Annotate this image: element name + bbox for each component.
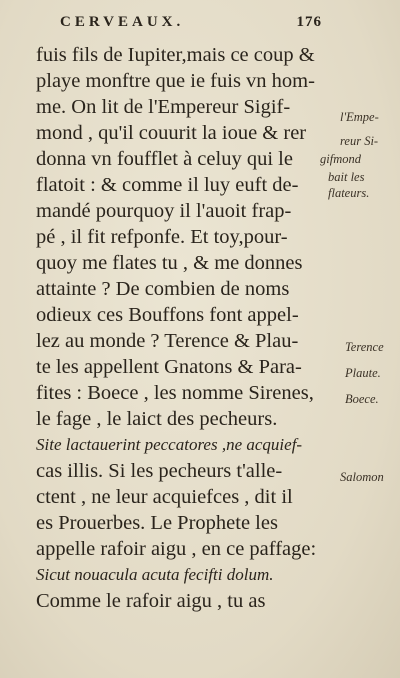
running-head: CERVEAUX. bbox=[60, 14, 185, 30]
text-line: playe monftre que ie fuis vn hom- bbox=[36, 70, 315, 92]
margin-note: flateurs. bbox=[328, 186, 370, 200]
margin-note: Terence bbox=[345, 340, 384, 354]
text-line: attainte ? De combien de noms bbox=[36, 278, 290, 300]
text-line: cas illis. Si les pecheurs t'alle- bbox=[36, 460, 283, 482]
text-line: mandé pourquoy il l'auoit frap- bbox=[36, 200, 292, 222]
text-line: appelle rafoir aigu , en ce paffage: bbox=[36, 538, 317, 560]
text-line: te les appellent Gnatons & Para- bbox=[36, 356, 302, 378]
margin-note: bait les bbox=[328, 170, 365, 184]
page-header bbox=[60, 14, 360, 36]
text-line: Comme le rafoir aigu , tu as bbox=[36, 590, 266, 612]
text-line: me. On lit de l'Empereur Sigif- bbox=[36, 96, 291, 118]
text-line: flatoit : & comme il luy euft de- bbox=[36, 174, 299, 196]
text-line: ctent , ne leur acquiefces , dit il bbox=[36, 486, 293, 508]
margin-note: reur Si- bbox=[340, 134, 379, 148]
text-line-italic: Site lactauerint peccatores ,ne acquief- bbox=[36, 435, 303, 454]
text-line: fites : Boece , les nomme Sirenes, bbox=[36, 382, 314, 404]
text-line: odieux ces Bouffons font appel- bbox=[36, 304, 299, 326]
text-line: donna vn foufflet à celuy qui le bbox=[36, 148, 293, 170]
margin-note: Boece. bbox=[345, 392, 379, 406]
text-line: es Prouerbes. Le Prophete les bbox=[36, 512, 278, 534]
margin-note: gifmond bbox=[320, 152, 361, 166]
margin-note: l'Empe- bbox=[340, 110, 379, 124]
text-line: fuis fils de Iupiter,mais ce coup & bbox=[36, 44, 315, 66]
text-line: le fage , le laict des pecheurs. bbox=[36, 408, 278, 430]
margin-note: Plaute. bbox=[345, 366, 381, 380]
text-line: pé , il fit refponfe. Et toy,pour- bbox=[36, 226, 288, 248]
text-line: lez au monde ? Terence & Plau- bbox=[36, 330, 299, 352]
text-line: quoy me flates tu , & me donnes bbox=[36, 252, 303, 274]
page-number: 176 bbox=[296, 14, 322, 30]
text-line-italic: Sicut nouacula acuta fecifti dolum. bbox=[36, 565, 274, 584]
text-line: mond , qu'il couurit la ioue & rer bbox=[36, 122, 307, 144]
margin-note: Salomon bbox=[340, 470, 384, 484]
